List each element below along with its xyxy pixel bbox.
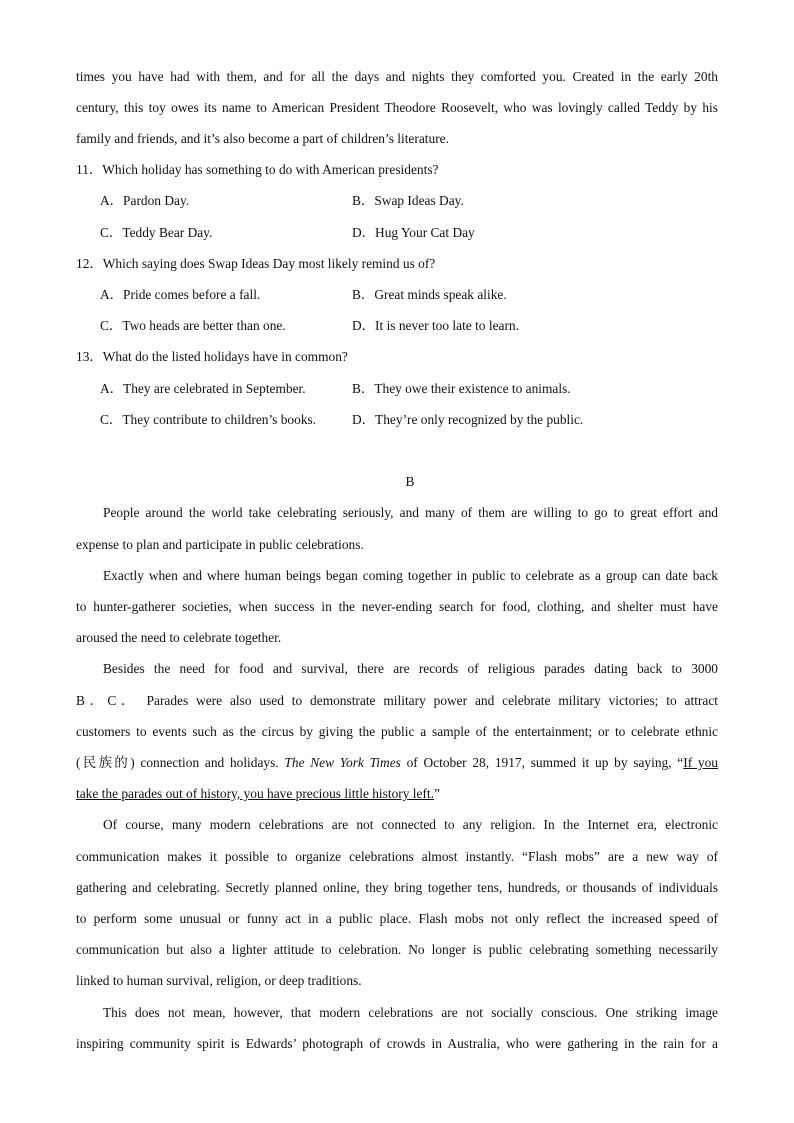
section-heading: B bbox=[405, 474, 415, 489]
question-13-option-d: D．They’re only recognized by the public. bbox=[352, 412, 584, 427]
question-11-option-b: B．Swap Ideas Day. bbox=[352, 193, 464, 208]
paragraph-5-line-2: inspiring community spirit is Edwards’ photograph of crowds in Australia, who were gathering in the rain for a bbox=[76, 1036, 718, 1051]
paragraph-4-line-6: linked to human survival, religion, or deep traditions. bbox=[76, 973, 362, 988]
paragraph-3-line-3: customers to events such as the circus by giving the public a sample of the entertainment; or to celebrate ethnic bbox=[76, 724, 718, 739]
question-11-stem: 11．Which holiday has something to do with American presidents? bbox=[76, 162, 439, 177]
question-11-option-d: D．Hug Your Cat Day bbox=[352, 225, 475, 240]
question-13-option-b: B．They owe their existence to animals. bbox=[352, 381, 571, 396]
question-12-option-a: A．Pride comes before a fall. bbox=[100, 287, 261, 302]
question-11-option-c: C．Teddy Bear Day. bbox=[100, 225, 213, 240]
newspaper-title: The New York Times bbox=[284, 755, 401, 770]
paragraph-3-line-2: B．C． Parades were also used to demonstrate military power and celebrate military victories; to attract bbox=[76, 693, 718, 708]
paragraph-4-line-5: communication but also a lighter attitude to celebration. No longer is public celebrating something necessarily bbox=[76, 942, 718, 957]
closing-quote-mark: ” bbox=[433, 786, 440, 801]
question-12-option-b: B．Great minds speak alike. bbox=[352, 287, 507, 302]
paragraph-2-line-2: to hunter-gatherer societies, when success in the never-ending search for food, clothing, and shelter must have bbox=[76, 599, 718, 614]
paragraph-1-line-1: People around the world take celebrating seriously, and many of them are willing to go to great effort and bbox=[103, 505, 718, 520]
question-13-stem: 13．What do the listed holidays have in common? bbox=[76, 349, 348, 364]
question-12-stem: 12．Which saying does Swap Ideas Day most likely remind us of? bbox=[76, 256, 436, 271]
paragraph-4-line-3: gathering and celebrating. Secretly planned online, they bring together tens, hundreds, or thousands of individuals bbox=[76, 880, 718, 895]
intro-line-1: times you have had with them, and for all the days and nights they comforted you. Created in the early 20th bbox=[76, 69, 718, 84]
paragraph-4-line-4: to perform some unusual or funny act in a public place. Flash mobs not only reflect the increased speed of bbox=[76, 911, 718, 926]
paragraph-3-line-5 bbox=[76, 778, 718, 809]
question-13-option-a: A．They are celebrated in September. bbox=[100, 381, 306, 396]
question-12-option-d: D．It is never too late to learn. bbox=[352, 318, 519, 333]
paragraph-4-line-2: communication makes it possible to organize celebrations almost instantly. “Flash mobs” are a new way of bbox=[76, 849, 718, 864]
intro-line-2: century, this toy owes its name to American President Theodore Roosevelt, who was lovingly called Teddy by his bbox=[76, 100, 718, 115]
paragraph-2-line-3: aroused the need to celebrate together. bbox=[76, 630, 282, 645]
paragraph-3-line-4-text: (民族的) connection and holidays. bbox=[76, 755, 285, 770]
paragraph-3-line-4 bbox=[76, 747, 718, 778]
paragraph-4-line-1: Of course, many modern celebrations are not connected to any religion. In the Internet era, electronic bbox=[103, 817, 718, 832]
intro-line-3: family and friends, and it’s also become a part of children’s literature. bbox=[76, 131, 449, 146]
question-11-option-a: A．Pardon Day. bbox=[100, 193, 190, 208]
paragraph-1-line-2: expense to plan and participate in public celebrations. bbox=[76, 537, 364, 552]
question-13-option-c: C．They contribute to children’s books. bbox=[100, 412, 317, 427]
question-12-option-c: C．Two heads are better than one. bbox=[100, 318, 286, 333]
paragraph-3-line-4-text-2: of October 28, 1917, summed it up by saying, “ bbox=[400, 755, 684, 770]
underlined-quote-end: take the parades out of history, you have precious little history left. bbox=[76, 786, 434, 801]
underlined-quote-start: If you bbox=[683, 755, 718, 770]
paragraph-5-line-1: This does not mean, however, that modern celebrations are not socially conscious. One striking image bbox=[103, 1005, 718, 1020]
paragraph-3-line-1: Besides the need for food and survival, there are records of religious parades dating back to 3000 bbox=[103, 661, 718, 676]
paragraph-2-line-1: Exactly when and where human beings began coming together in public to celebrate as a group can date back bbox=[103, 568, 718, 583]
